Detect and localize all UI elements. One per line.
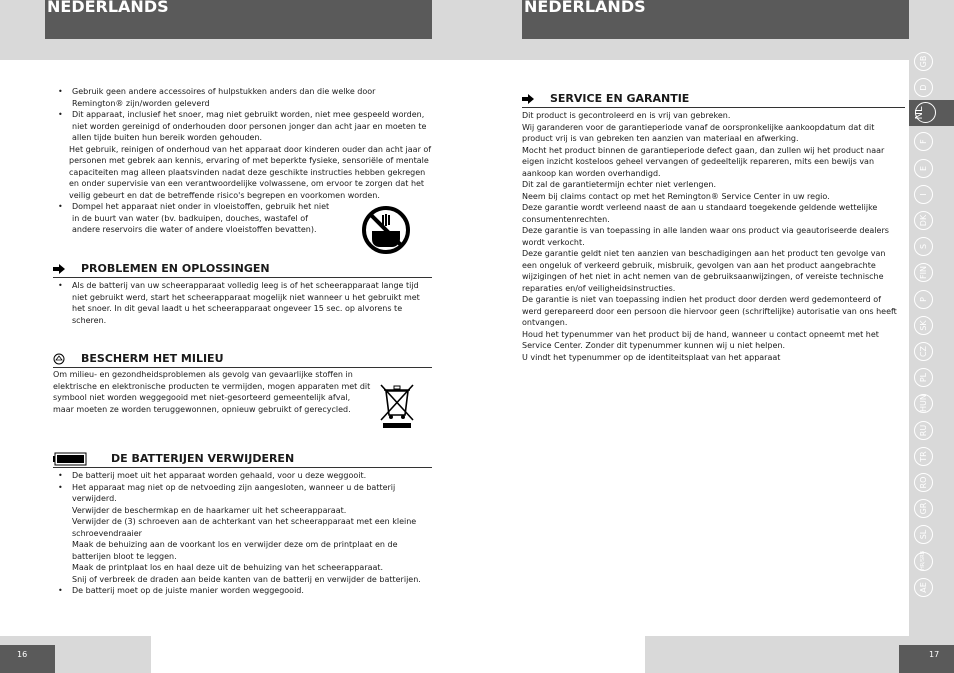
- no-water-icon: [361, 205, 411, 255]
- list-item: • Gebruik geen andere accessoires of hulpstukken anders dan die welke door Remington® zijn/worden geleverd: [58, 86, 432, 109]
- arrow-right-icon: [522, 94, 534, 104]
- language-code: RU: [919, 424, 928, 436]
- page-number: 16: [17, 650, 28, 659]
- list-item: • De batterij moet op de juiste manier worden weggegooid.: [58, 585, 432, 597]
- language-code: F: [919, 139, 928, 145]
- language-tab-tr[interactable]: [914, 447, 933, 466]
- left-page-title: NEDERLANDS: [47, 0, 169, 16]
- language-tab-p[interactable]: [914, 290, 933, 309]
- section-title: PROBLEMEN EN OPLOSSINGEN: [81, 262, 270, 275]
- service-line: Dit product is gecontroleerd en is vrij van gebreken.: [522, 111, 731, 120]
- service-line: Neem bij claims contact op met het Remington® Service Center in uw regio.: [522, 191, 830, 201]
- language-code: HR/SRB: [920, 550, 926, 570]
- language-tab-fin[interactable]: [914, 263, 933, 282]
- language-tab-sk[interactable]: [914, 316, 933, 335]
- language-tab-hrsrb[interactable]: [914, 552, 933, 571]
- language-sidebar: [909, 42, 954, 636]
- language-code: I: [919, 193, 928, 196]
- service-line: Wij garanderen voor de garantieperiode vanaf de oorspronkelijke aankoopdatum dat dit product vrij is van gebreken ten aanzien van materiaal en afwerking.: [522, 122, 875, 143]
- service-line: Mocht het product binnen de garantieperiode defect gaan, dan zullen wij het product naar eigen inzicht kosteloos geheel vervangen of gedeeltelijk repareren, mits een bewijs van aankoop kan worden overhandigd.: [522, 145, 885, 178]
- language-code: SK: [919, 320, 928, 331]
- service-line: De garantie is niet van toepassing indien het product door derden werd gedemonteerd of werd gerepareerd door een persoon die hiervoor geen (schriftelijke) autorisatie van ons heeft ontvangen.: [522, 295, 897, 327]
- language-code: CZ: [919, 345, 928, 358]
- language-code: DK: [919, 214, 928, 227]
- step-item: Snij of verbreek de draden aan beide kanten van de batterij en verwijder de batterijen.: [72, 574, 421, 584]
- service-line: U vindt het typenummer op de identiteitsplaat van het apparaat: [522, 352, 781, 362]
- language-code: E: [919, 165, 928, 171]
- language-tab-ru[interactable]: [914, 421, 933, 440]
- language-code: AE: [919, 582, 928, 593]
- language-tab-e[interactable]: [914, 159, 933, 178]
- service-text: [522, 110, 902, 363]
- list-item: • Als de batterij van uw scheerapparaat volledig leeg is of het scheerapparaat lange tijd niet gebruikt werd, start het scheerapparaat mogelijk niet wanneer u het gebruikt met het snoer. In dit geval laadt u het scheerapparaat ongeveer 15 sec. op alvorens te scheren.: [58, 280, 432, 326]
- left-page-number-box: [0, 645, 55, 673]
- language-tab-ro[interactable]: [914, 473, 933, 492]
- section-header-service: [522, 92, 905, 108]
- problems-text: [58, 280, 432, 326]
- page-number: 17: [929, 650, 940, 659]
- language-tab-hun[interactable]: [914, 394, 933, 413]
- language-tab-dk[interactable]: [914, 211, 933, 230]
- right-header: [522, 0, 909, 39]
- language-tab-gr[interactable]: [914, 499, 933, 518]
- language-tab-i[interactable]: [914, 185, 933, 204]
- right-page-number-box: [899, 645, 954, 673]
- language-code: HUN: [919, 394, 928, 413]
- language-code: TR: [919, 451, 928, 462]
- section-header-environment: [53, 352, 432, 368]
- section-header-batteries: [53, 452, 432, 468]
- battery-icon: [53, 452, 89, 466]
- step-item: Verwijder de (3) schroeven aan de achterkant van het scheerapparaat met een kleine schroevendraaier: [72, 517, 417, 538]
- language-code: D: [919, 84, 928, 91]
- service-line: Deze garantie is van toepassing in alle landen waar ons product via geautoriseerde dealers wordt verkocht.: [522, 226, 889, 247]
- arrow-right-icon: [53, 264, 65, 274]
- section-title: SERVICE EN GARANTIE: [550, 92, 690, 105]
- language-code: GR: [919, 502, 928, 515]
- recycle-icon: [53, 353, 65, 365]
- language-tab-nl[interactable]: [909, 100, 954, 126]
- language-tab-sl[interactable]: [914, 525, 933, 544]
- list-item: • Dit apparaat, inclusief het snoer, mag niet gebruikt worden, niet mee gespeeld worden, niet worden gereinigd of onderhouden door personen jonger dan acht jaar en moeten te allen tijde buiten hun bereik worden gehouden.: [58, 109, 432, 144]
- language-code: SL: [919, 530, 928, 540]
- language-code: S: [919, 244, 928, 250]
- environment-text: Om milieu- en gezondheidsproblemen als gevolg van gevaarlijke stoffen in elektrische en elektronische producten te vermijden, mogen apparaten met dit symbool niet worden weggegooid met niet-gesorteerd gemeentelijk afval, maar moeten ze worden teruggewonnen, opnieuw gebruikt of gerecycled.: [53, 370, 371, 414]
- service-line: Deze garantie geldt niet ten aanzien van beschadigingen aan het product ten gevolge van een ongeluk of verkeerd gebruik, misbruik, gevolgen van aan het product aangebrachte wijzigingen of het niet in acht nemen van de gebruiksaanwijzingen, of vereiste technische reparaties en/of veiligheidsinstructies.: [522, 249, 886, 293]
- language-tab-cz[interactable]: [914, 342, 933, 361]
- list-item: • Het apparaat mag niet op de netvoeding zijn aangesloten, wanneer u de batterij verwijderd.: [58, 482, 432, 505]
- left-header: [45, 0, 432, 39]
- language-code: FIN: [919, 266, 928, 280]
- paragraph-use: Het gebruik, reinigen of onderhoud van het apparaat door kinderen ouder dan acht jaar of personen met gebrek aan kennis, ervaring of met beperkte fysieke, sensoriële of mentale capaciteiten mag alleen plaatsvinden nadat deze geschikte instructies hebben gekregen en onder supervisie van een verantwoordelijke volwassene, om ervoor te zorgen dat het veilig gebeurt en dat de betreffende risico's begrepen en voorkomen worden.: [69, 144, 432, 200]
- step-item: Verwijder de beschermkap en de haarkamer uit het scheerapparaat.: [72, 505, 347, 515]
- batteries-text: [58, 470, 432, 597]
- section-title: BESCHERM HET MILIEU: [81, 352, 224, 365]
- language-tab-d[interactable]: [914, 78, 933, 97]
- step-item: Maak de behuizing aan de voorkant los en verwijder deze om de printplaat en de batterijen bloot te leggen.: [72, 540, 398, 561]
- language-code: RO: [919, 476, 928, 489]
- language-code: PL: [919, 373, 928, 383]
- right-page-title: NEDERLANDS: [524, 0, 646, 16]
- language-tab-s[interactable]: [914, 237, 933, 256]
- language-tab-gb[interactable]: [914, 52, 933, 71]
- section-header-problems: [53, 262, 432, 278]
- service-line: Dit zal de garantietermijn echter niet verlengen.: [522, 180, 717, 189]
- section-title: DE BATTERIJEN VERWIJDEREN: [111, 452, 295, 465]
- language-code: GB: [919, 55, 928, 68]
- language-code: NL: [914, 106, 925, 120]
- language-tab-f[interactable]: [914, 132, 933, 151]
- crossed-bin-icon: [377, 382, 417, 430]
- list-item: • Dompel het apparaat niet onder in vloeistoffen, gebruik het niet in de buurt van water (bv. badkuipen, douches, wastafel of andere reservoirs die water of andere vloeistoffen bevatten).: [58, 201, 432, 236]
- service-line: Deze garantie wordt verleend naast de aan u standaard toegekende geldende wettelijke consumentenrechten.: [522, 203, 878, 224]
- language-tab-ae[interactable]: [914, 578, 933, 597]
- list-item: • De batterij moet uit het apparaat worden gehaald, voor u deze weggooit.: [58, 470, 432, 482]
- step-item: Maak de printplaat los en haal deze uit de behuizing van het scheerapparaat.: [72, 563, 384, 572]
- service-line: Houd het typenummer van het product bij de hand, wanneer u contact opneemt met het Service Center. Zonder dit typenummer kunnen wij u niet helpen.: [522, 329, 879, 350]
- language-code: P: [919, 296, 928, 302]
- language-tab-pl[interactable]: [914, 368, 933, 387]
